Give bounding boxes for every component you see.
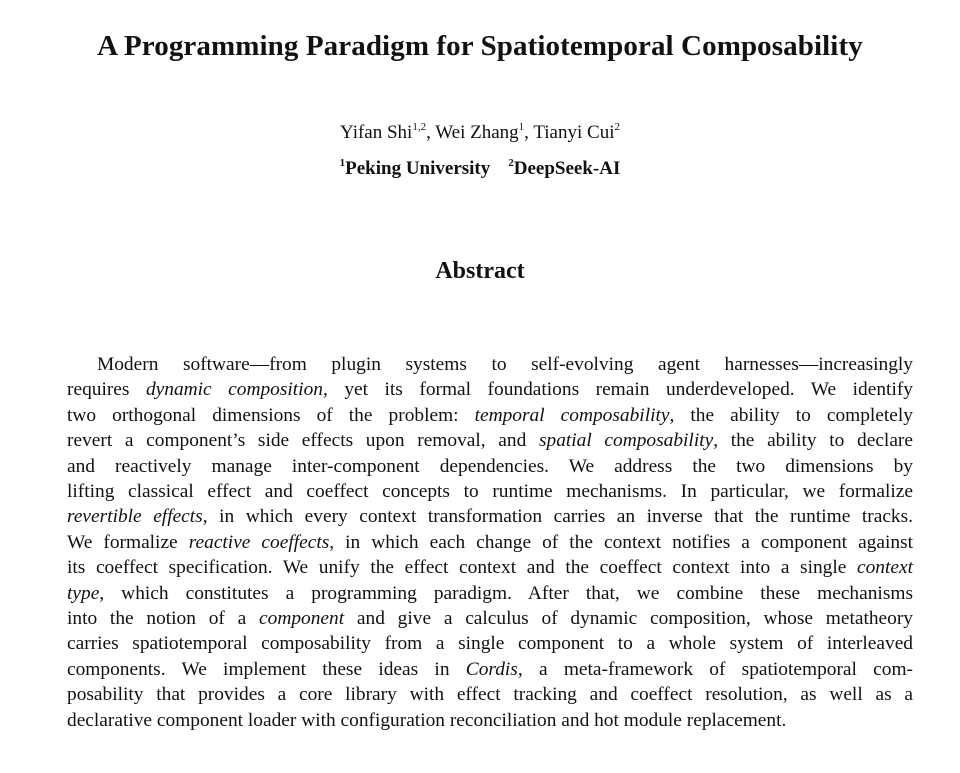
affiliation: $^1$Peking University [339,157,491,179]
affiliation: $^2$DeepSeek-AI [508,157,621,179]
abstract-text: Modern software—from plugin systems to self-evolving agent harnesses—increasingly [97,354,913,375]
abstract-body [67,352,913,733]
abstract-line [67,606,913,631]
abstract-text: into the notion of a [67,608,260,630]
abstract-term: revertible effects [67,506,203,528]
abstract-line [67,377,913,402]
abstract-line [67,657,913,682]
abstract-line [67,631,913,656]
abstract-text: revert a component’s side effects upon removal, and [67,430,539,452]
abstract-text: , in which every context transformation carries an inverse that the runtime tracks. [202,506,914,528]
abstract-text: , the ability to declare [713,430,913,452]
abstract-text: carries spatiotemporal composability from a single component to a whole system of interleaved [67,633,913,655]
abstract-text: components. We implement these ideas in [67,658,466,680]
abstract-line [67,555,913,580]
abstract-heading: Abstract [435,258,525,284]
author-list: Yifan Shi$^{1,2}$, Wei Zhang$^1$, Tianyi Cui$^2$ [340,121,620,143]
abstract-text: , a meta-framework of spatiotemporal com- [517,658,914,680]
abstract-line [67,479,913,504]
author-affil-mark: 2 [614,121,620,133]
abstract-text: two orthogonal dimensions of the problem: [67,404,475,426]
abstract-term: Cordis [465,658,518,680]
abstract-text: lifting classical effect and coeffect concepts to runtime mechanisms. In particular, we formalize [67,481,913,503]
author: Tianyi Cui$^2$ [533,121,620,143]
abstract-text: We formalize [67,531,189,553]
abstract-term: temporal composability [474,404,670,426]
abstract-line [67,581,913,606]
abstract-term: context [857,557,913,579]
abstract-term: component [259,608,345,630]
abstract-text: , which constitutes a programming paradigm. After that, we combine these mechanisms [99,582,913,604]
abstract-line [67,708,913,733]
author-affil-mark: 1,2 [412,121,427,133]
abstract-line [67,403,913,428]
author: Yifan Shi$^{1,2}$ [340,121,427,143]
abstract-term: dynamic composition [145,379,323,401]
abstract-term: type [67,582,100,604]
author: Wei Zhang$^1$ [435,121,525,143]
affiliation-mark: 1 [339,157,346,169]
abstract-text: posability that provides a core library with effect tracking and coeffect resolution, as well as a [67,684,913,706]
paper-title: A Programming Paradigm for Spatiotemporal Composability [97,30,863,62]
abstract-text: and reactively manage inter-component dependencies. We address the two dimensions by [67,455,913,477]
affiliation-mark: 2 [508,157,514,169]
abstract-text: , in which each change of the context notifies a component against [329,531,913,553]
abstract-text: , the ability to completely [669,404,913,426]
abstract-text: its coeffect specification. We unify the effect context and the coeffect context into a single [67,557,857,579]
abstract-text: and give a calculus of dynamic composition, whose metatheory [344,608,913,630]
abstract-text: , yet its formal foundations remain underdeveloped. We identify [322,379,913,401]
affiliation-list [0,158,960,180]
abstract-term: reactive coeffects [188,531,330,553]
abstract-line [67,504,913,529]
abstract-text: requires [67,379,146,401]
abstract-line [67,530,913,555]
author-affil-mark: 1 [518,121,525,133]
abstract-line [67,454,913,479]
abstract-line [67,682,913,707]
abstract-line [67,352,913,377]
abstract-term: spatial composability [538,430,714,452]
abstract-line [67,428,913,453]
abstract-text: declarative component loader with configuration reconciliation and hot module replacement. [67,709,787,731]
